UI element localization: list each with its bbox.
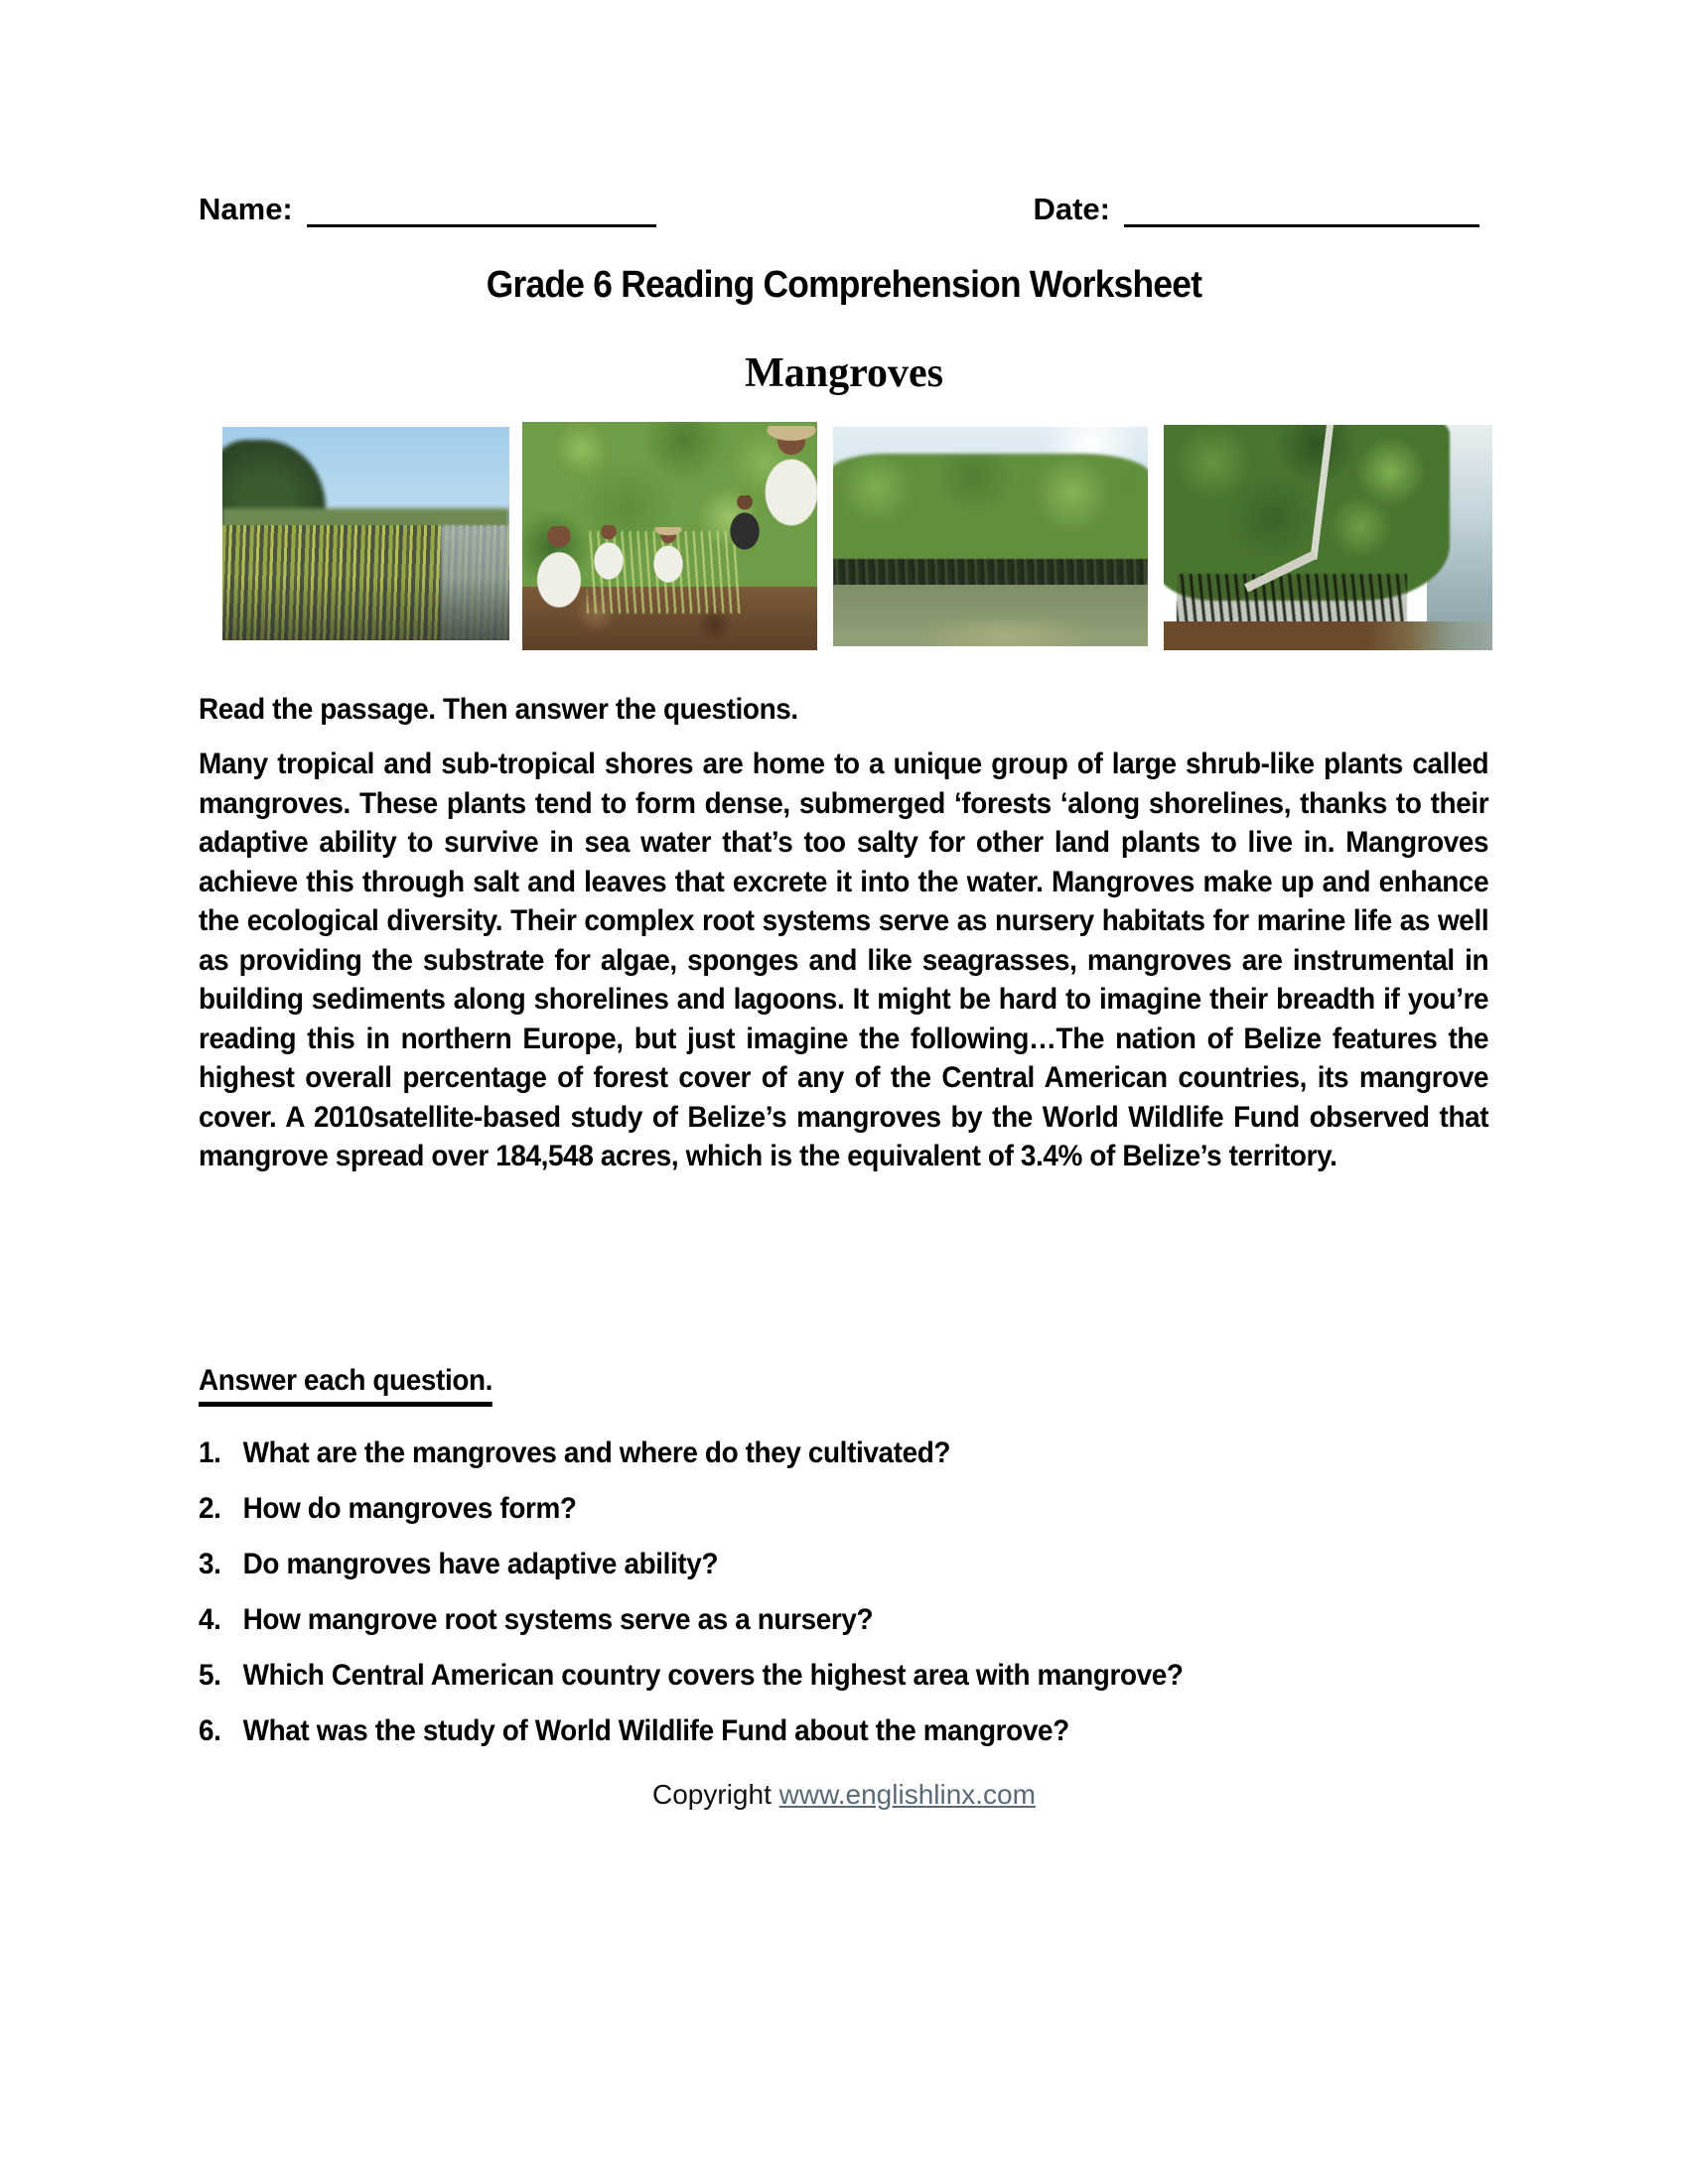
person-figure [593,525,625,585]
worksheet-subtitle: Mangroves [745,350,943,396]
question-number: 2. [199,1492,221,1525]
header-row [199,191,1479,227]
englishlinx-link[interactable]: www.englishlinx.com [778,1779,1036,1810]
answer-heading-text: Answer each question. [199,1364,492,1407]
name-label: Name: [199,192,293,226]
answer-heading [199,1364,492,1407]
question-text: What was the study of World Wildlife Fund about the mangrove? [242,1714,1069,1747]
question-number: 6. [199,1714,221,1747]
question-number: 4. [199,1603,221,1636]
question-number: 5. [199,1659,221,1692]
question-number: 1. [199,1436,221,1469]
footer [0,1779,1688,1811]
question-text: What are the mangroves and where do they cultivated? [242,1436,951,1469]
person-figure [652,527,684,587]
date-blank-line [1124,191,1479,227]
question-item-4 [199,1600,1486,1640]
canopy-layer [833,454,1148,568]
name-blank-line [307,191,656,227]
question-text: How do mangroves form? [242,1492,577,1525]
volunteers-planting-mangroves-photo [522,422,817,650]
instructions-line: Read the passage. Then answer the questions. [199,693,798,726]
question-text: Which Central American country covers the highest area with mangrove? [242,1659,1184,1692]
question-list [199,1433,1486,1767]
person-figure [729,495,761,555]
water-layer [1164,621,1492,651]
page-title: Grade 6 Reading Comprehension Worksheet [486,264,1202,306]
date-label: Date: [1033,192,1110,226]
mangrove-forest-shoreline-photo [833,427,1148,646]
question-text: How mangrove root systems serve as a nursery? [242,1603,874,1636]
name-field [199,191,656,227]
mangrove-seedling-marsh-photo [222,427,509,640]
person-figure [764,426,817,533]
question-number: 3. [199,1548,221,1580]
copyright-label: Copyright [652,1779,772,1810]
question-item-2 [199,1489,1486,1529]
person-figure [535,526,583,615]
photo-strip [222,422,1492,650]
question-item-5 [199,1656,1486,1696]
question-item-6 [199,1711,1486,1751]
question-item-3 [199,1545,1486,1584]
question-text: Do mangroves have adaptive ability? [242,1548,719,1580]
question-item-1 [199,1433,1486,1473]
water-layer [833,585,1148,646]
mangrove-prop-roots-photo [1164,425,1492,650]
shade-layer [222,577,509,641]
date-field [1033,191,1479,227]
prop-roots-layer [1177,574,1407,627]
passage-text: Many tropical and sub-tropical shores are home to a unique group of large shrub-like plants called mangroves. These plants tend to form dense, submerged ‘forests ‘along shorelines, thanks to their adaptive ability to survive in sea water that’s too salty for other land plants to live in. Mangroves achieve this through salt and leaves that excrete it into the water. Mangroves make up and enhance the ecological diversity. Their complex root systems serve as nursery habitats for marine life as well as providing the substrate for algae, sponges and like seagrasses, mangroves are instrumental in building sediments along shorelines and lagoons. It might be hard to imagine their breadth if you’re reading this in northern Europe, but just imagine the following…The nation of Belize features the highest overall percentage of forest cover of any of the Central American countries, its mangrove cover. A 2010satellite-based study of Belize’s mangroves by the World Wildlife Fund observed that mangrove spread over 184,548 acres, which is the equivalent of 3.4% of Belize’s territory. [199,748,1489,1172]
